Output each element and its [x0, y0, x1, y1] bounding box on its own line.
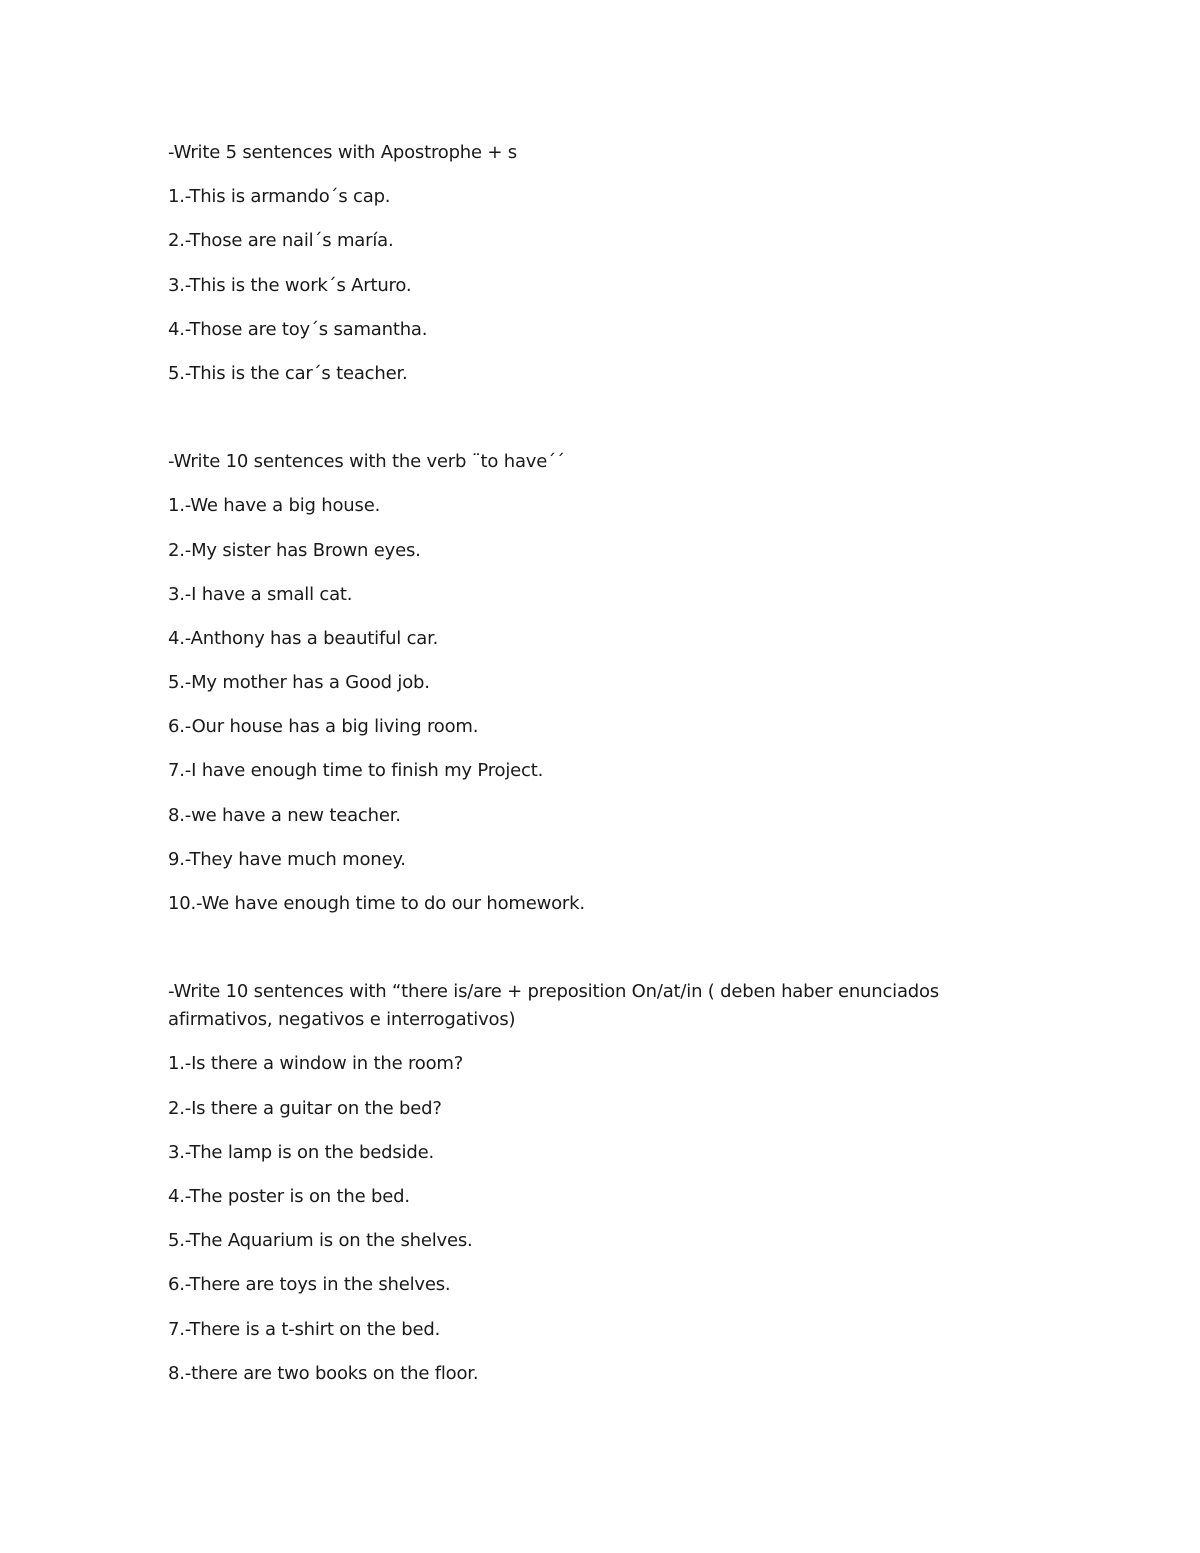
section-spacer	[168, 404, 968, 448]
list-item: 5.-My mother has a Good job.	[168, 672, 430, 694]
list-item: 4.-Those are toy´s samantha.	[168, 318, 428, 340]
list-item: 8.-we have a new teacher.	[168, 804, 401, 826]
list-item: 6.-Our house has a big living room.	[168, 716, 479, 738]
section-heading: -Write 5 sentences with Apostrophe + s	[168, 142, 517, 163]
list-item: 3.-The lamp is on the bedside.	[168, 1141, 434, 1163]
list-item: 2.-Is there a guitar on the bed?	[168, 1097, 442, 1119]
list-item: 5.-The Aquarium is on the shelves.	[168, 1230, 473, 1252]
list-item: 1.-This is armando´s cap.	[168, 186, 391, 208]
list-item: 7.-I have enough time to finish my Project.	[168, 760, 544, 782]
list-item: 10.-We have enough time to do our homework.	[168, 893, 585, 914]
list-item: 6.-There are toys in the shelves.	[168, 1274, 451, 1296]
section-heading: -Write 10 sentences with “there is/are + preposition On/at/in ( deben haber enunciados afirmativos, negativos e interrogativos)	[168, 981, 939, 1031]
section-heading: -Write 10 sentences with the verb ¨to have´´	[168, 451, 565, 473]
list-item: 5.-This is the car´s teacher.	[168, 362, 408, 384]
section-to-have	[168, 448, 968, 918]
document-content	[168, 139, 968, 1404]
section-there-is-are	[168, 978, 968, 1388]
list-item: 2.-My sister has Brown eyes.	[168, 539, 421, 561]
list-item: 9.-They have much money.	[168, 848, 406, 870]
list-item: 8.-there are two books on the floor.	[168, 1362, 479, 1384]
list-item: 7.-There is a t-shirt on the bed.	[168, 1318, 441, 1340]
section-apostrophe	[168, 139, 968, 388]
list-item: 4.-Anthony has a beautiful car.	[168, 627, 439, 649]
list-item: 1.-We have a big house.	[168, 495, 381, 517]
section-spacer	[168, 934, 968, 978]
list-item: 2.-Those are nail´s maría.	[168, 230, 394, 252]
list-item: 1.-Is there a window in the room?	[168, 1053, 464, 1075]
list-item: 3.-I have a small cat.	[168, 583, 353, 605]
list-item: 4.-The poster is on the bed.	[168, 1185, 410, 1207]
list-item: 3.-This is the work´s Arturo.	[168, 274, 412, 296]
